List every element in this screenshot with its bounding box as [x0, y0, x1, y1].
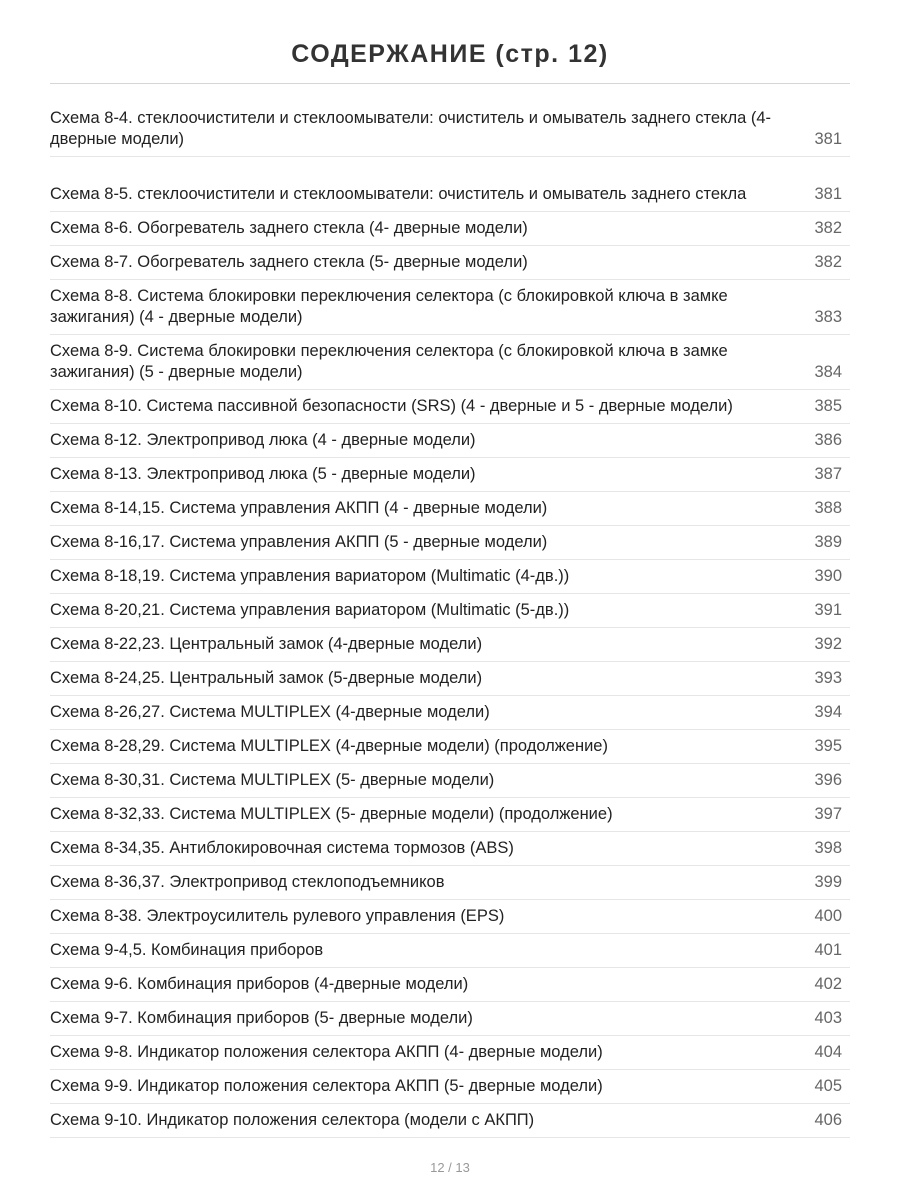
toc-entry-title: Схема 9-4,5. Комбинация приборов [50, 941, 324, 959]
toc-entry-title: Схема 8-9. Система блокировки переключения селектора (с блокировкой ключа в замке зажигания) (5 - дверные модели) [50, 342, 728, 381]
toc-entry[interactable] [50, 458, 850, 492]
toc-entry-page-number: 382 [814, 219, 842, 237]
toc-entry-page-number: 405 [814, 1077, 842, 1095]
toc-entry[interactable] [50, 335, 850, 390]
toc-entry-title: Схема 9-6. Комбинация приборов (4-дверные модели) [50, 975, 469, 993]
toc-entry-title: Схема 8-32,33. Система MULTIPLEX (5- дверные модели) (продолжение) [50, 805, 613, 823]
toc-entry-page-number: 384 [814, 363, 842, 381]
toc-entry[interactable] [50, 102, 850, 157]
toc-entry[interactable] [50, 730, 850, 764]
toc-entry[interactable] [50, 628, 850, 662]
toc-entry-title: Схема 8-13. Электропривод люка (5 - дверные модели) [50, 465, 476, 483]
toc-entry-page-number: 385 [814, 397, 842, 415]
toc-entry-page-number: 396 [814, 771, 842, 789]
toc-entry[interactable] [50, 798, 850, 832]
toc-entry-title: Схема 8-12. Электропривод люка (4 - дверные модели) [50, 431, 476, 449]
toc-entry[interactable] [50, 526, 850, 560]
toc-entry-title: Схема 8-10. Система пассивной безопасности (SRS) (4 - дверные и 5 - дверные модели) [50, 397, 733, 415]
table-of-contents [50, 102, 850, 1138]
toc-entry-page-number: 381 [814, 185, 842, 203]
toc-entry-page-number: 397 [814, 805, 842, 823]
toc-entry-title: Схема 8-24,25. Центральный замок (5-дверные модели) [50, 669, 483, 687]
toc-entry-page-number: 400 [814, 907, 842, 925]
toc-entry-page-number: 403 [814, 1009, 842, 1027]
toc-entry[interactable] [50, 424, 850, 458]
toc-entry[interactable] [50, 1104, 850, 1138]
toc-entry-page-number: 395 [814, 737, 842, 755]
toc-entry-page-number: 399 [814, 873, 842, 891]
toc-entry[interactable] [50, 594, 850, 628]
toc-entry-page-number: 381 [814, 130, 842, 148]
toc-entry-title: Схема 9-8. Индикатор положения селектора АКПП (4- дверные модели) [50, 1043, 603, 1061]
toc-entry-title: Схема 8-14,15. Система управления АКПП (4 - дверные модели) [50, 499, 548, 517]
toc-entry[interactable] [50, 900, 850, 934]
toc-entry-title: Схема 9-9. Индикатор положения селектора АКПП (5- дверные модели) [50, 1077, 603, 1095]
toc-entry-page-number: 390 [814, 567, 842, 585]
toc-entry[interactable] [50, 764, 850, 798]
toc-entry-page-number: 398 [814, 839, 842, 857]
toc-entry-title: Схема 9-10. Индикатор положения селектора (модели с АКПП) [50, 1111, 535, 1129]
toc-entry-page-number: 387 [814, 465, 842, 483]
toc-entry-page-number: 382 [814, 253, 842, 271]
toc-entry-title: Схема 9-7. Комбинация приборов (5- дверные модели) [50, 1009, 473, 1027]
toc-entry[interactable] [50, 157, 850, 212]
toc-entry-title: Схема 8-6. Обогреватель заднего стекла (4- дверные модели) [50, 219, 528, 237]
toc-entry-title: Схема 8-34,35. Антиблокировочная система тормозов (ABS) [50, 839, 514, 857]
toc-entry[interactable] [50, 246, 850, 280]
toc-entry[interactable] [50, 1070, 850, 1104]
toc-entry-title: Схема 8-7. Обогреватель заднего стекла (5- дверные модели) [50, 253, 528, 271]
toc-entry-page-number: 393 [814, 669, 842, 687]
toc-entry[interactable] [50, 934, 850, 968]
toc-entry[interactable] [50, 280, 850, 335]
toc-entry-title: Схема 8-36,37. Электропривод стеклоподъемников [50, 873, 445, 891]
toc-entry-page-number: 401 [814, 941, 842, 959]
toc-entry[interactable] [50, 832, 850, 866]
toc-entry-title: Схема 8-4. стеклоочистители и стеклоомыватели: очиститель и омыватель заднего стекла (4-дверные модели) [50, 109, 772, 148]
toc-entry-page-number: 406 [814, 1111, 842, 1129]
toc-entry-page-number: 383 [814, 308, 842, 326]
page-number-footer: 12 / 13 [430, 1160, 470, 1175]
toc-entry-page-number: 388 [814, 499, 842, 517]
toc-entry[interactable] [50, 560, 850, 594]
toc-entry-title: Схема 8-26,27. Система MULTIPLEX (4-дверные модели) [50, 703, 490, 721]
toc-entry-page-number: 391 [814, 601, 842, 619]
toc-entry-title: Схема 8-5. стеклоочистители и стеклоомыватели: очиститель и омыватель заднего стекла [50, 185, 747, 203]
toc-entry[interactable] [50, 968, 850, 1002]
toc-entry-page-number: 404 [814, 1043, 842, 1061]
toc-entry[interactable] [50, 696, 850, 730]
toc-entry-title: Схема 8-28,29. Система MULTIPLEX (4-дверные модели) (продолжение) [50, 737, 608, 755]
toc-entry[interactable] [50, 662, 850, 696]
toc-entry[interactable] [50, 492, 850, 526]
toc-entry-page-number: 402 [814, 975, 842, 993]
toc-entry-title: Схема 8-22,23. Центральный замок (4-дверные модели) [50, 635, 483, 653]
toc-entry-title: Схема 8-20,21. Система управления вариатором (Multimatic (5-дв.)) [50, 601, 570, 619]
toc-entry[interactable] [50, 866, 850, 900]
toc-entry-page-number: 392 [814, 635, 842, 653]
toc-entry[interactable] [50, 390, 850, 424]
toc-entry-page-number: 386 [814, 431, 842, 449]
toc-entry[interactable] [50, 212, 850, 246]
toc-entry[interactable] [50, 1036, 850, 1070]
title-divider [50, 83, 850, 84]
toc-entry-page-number: 389 [814, 533, 842, 551]
toc-entry-title: Схема 8-8. Система блокировки переключения селектора (с блокировкой ключа в замке зажигания) (4 - дверные модели) [50, 287, 728, 326]
toc-entry-title: Схема 8-30,31. Система MULTIPLEX (5- дверные модели) [50, 771, 495, 789]
page-title: СОДЕРЖАНИЕ (стр. 12) [291, 40, 609, 68]
toc-entry[interactable] [50, 1002, 850, 1036]
toc-entry-title: Схема 8-38. Электроусилитель рулевого управления (EPS) [50, 907, 505, 925]
toc-entry-page-number: 394 [814, 703, 842, 721]
toc-entry-title: Схема 8-16,17. Система управления АКПП (5 - дверные модели) [50, 533, 548, 551]
toc-entry-title: Схема 8-18,19. Система управления вариатором (Multimatic (4-дв.)) [50, 567, 570, 585]
